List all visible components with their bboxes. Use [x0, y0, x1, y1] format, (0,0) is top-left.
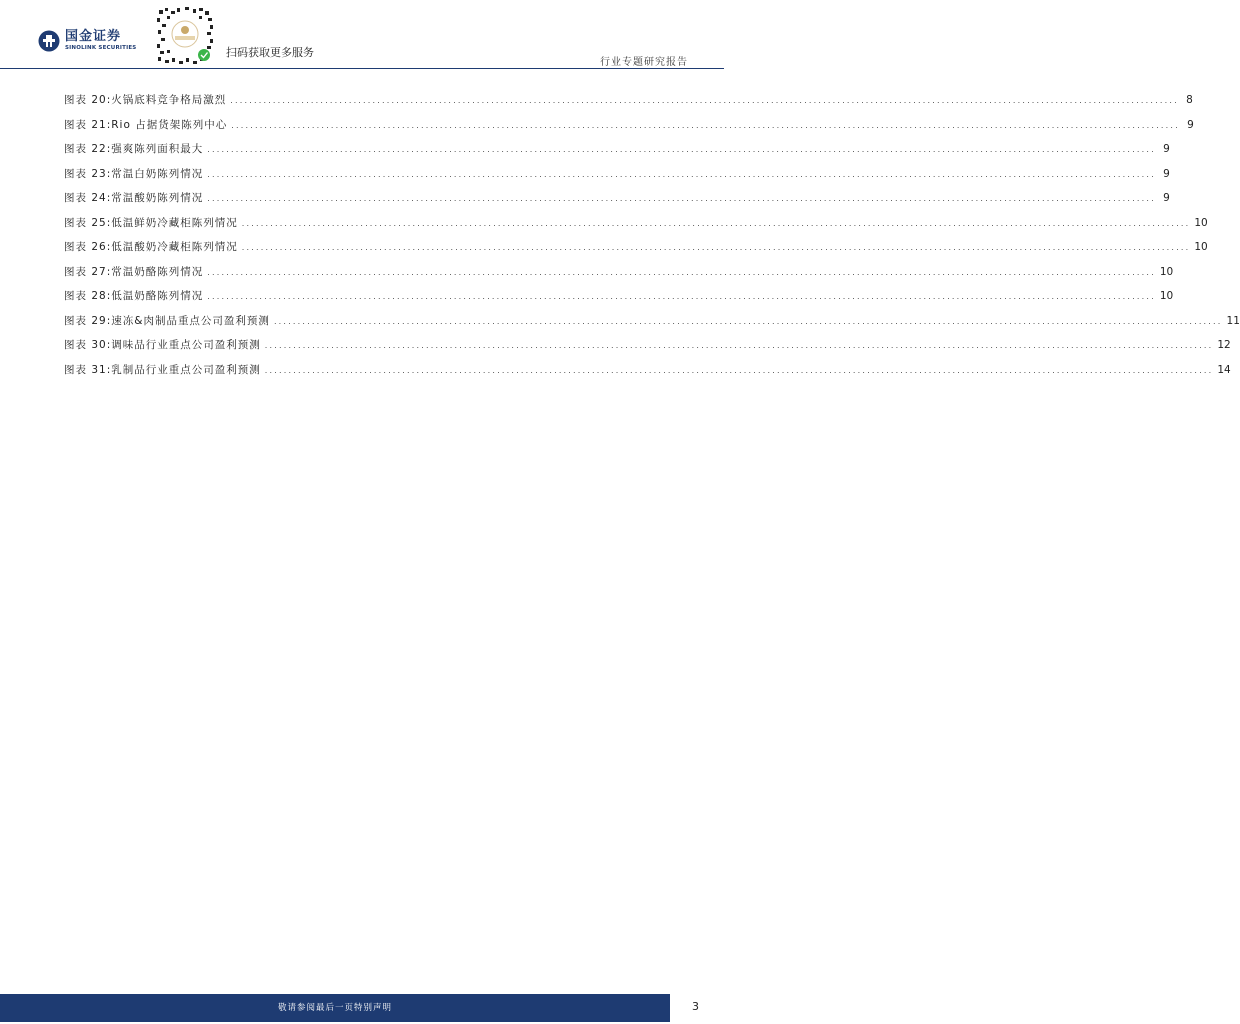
toc-entry-label: 图表 30: — [64, 339, 112, 351]
logo-english-name: SINOLINK SECURITIES — [65, 45, 137, 51]
toc-entry-page: 9 — [1163, 167, 1170, 180]
toc-dot-leader: ........................................................................................................................................................................................................ — [207, 145, 1156, 154]
toc-entry-label: 图表 25: — [64, 216, 112, 229]
toc-entry-label: 图表 24: — [64, 192, 112, 204]
toc-entry-page: 9 — [1187, 118, 1194, 131]
toc-dot-leader: ........................................................................................................................................................................................................ — [230, 96, 1179, 105]
toc-entry[interactable] — [64, 264, 1174, 289]
toc-entry-page: 11 — [1226, 314, 1240, 327]
toc-entry[interactable] — [64, 239, 1208, 264]
toc-entry[interactable] — [64, 313, 1240, 338]
toc-entry-label: 图表 20: — [64, 94, 112, 106]
toc-entry-title: 调味品行业重点公司盈利预测 — [111, 339, 261, 351]
toc-entry-label: 图表 28: — [64, 290, 112, 302]
toc-entry[interactable] — [64, 362, 1231, 387]
footer-disclaimer: 敬请参阅最后一页特别声明 — [277, 1003, 392, 1013]
toc-entry-title: 火锅底料竞争格局激烈 — [111, 94, 227, 106]
toc-dot-leader: ........................................................................................................................................................................................................ — [207, 169, 1156, 179]
toc-entry-page: 8 — [1186, 94, 1193, 106]
toc-entry-title: 低温奶酪陈列情况 — [111, 290, 204, 302]
toc-dot-leader: ........................................................................................................................................................................................................ — [241, 218, 1191, 228]
toc-dot-leader: ........................................................................................................................................................................................................ — [264, 341, 1214, 350]
toc-entry-title: Rio 占据货架陈列中心 — [111, 118, 228, 131]
toc-entry-page: 14 — [1217, 363, 1231, 376]
toc-entry-label: 图表 31: — [64, 363, 112, 376]
toc-entry-page: 10 — [1159, 290, 1174, 302]
toc-entry-title: 强爽陈列面积最大 — [111, 143, 204, 155]
toc-dot-leader: ........................................................................................................................................................................................................ — [231, 120, 1180, 130]
toc-dot-leader: ........................................................................................................................................................................................................ — [273, 316, 1223, 326]
toc-entry-title: 速冻&肉制品重点公司盈利预测 — [111, 314, 270, 327]
toc-entry-label: 图表 26: — [64, 241, 112, 253]
toc-entry[interactable] — [64, 190, 1170, 215]
toc-entry-title: 常温酸奶陈列情况 — [111, 192, 204, 204]
toc-entry-page: 10 — [1194, 241, 1208, 253]
toc-entry-title: 常温白奶陈列情况 — [111, 167, 204, 180]
toc-dot-leader: ........................................................................................................................................................................................................ — [207, 194, 1156, 203]
toc-entry-label: 图表 29: — [64, 314, 112, 327]
toc-entry[interactable] — [64, 166, 1170, 191]
toc-entry[interactable] — [64, 141, 1170, 166]
logo-chinese-name: 国金证券 — [65, 29, 122, 44]
qr-caption: 扫码获取更多服务 — [226, 46, 314, 59]
toc-entry-page: 10 — [1194, 216, 1208, 229]
toc-dot-leader: ........................................................................................................................................................................................................ — [241, 243, 1191, 252]
company-logo — [38, 30, 136, 52]
page-footer — [0, 994, 724, 1024]
page-number: 3 — [692, 1000, 699, 1013]
toc-entry-title: 低温酸奶冷藏柜陈列情况 — [111, 241, 238, 253]
toc-entry-title: 低温鲜奶冷藏柜陈列情况 — [111, 216, 238, 229]
qr-code-icon[interactable] — [155, 6, 215, 66]
toc-dot-leader: ........................................................................................................................................................................................................ — [207, 267, 1156, 277]
toc-entry[interactable] — [64, 288, 1174, 313]
toc-entry-label: 图表 21: — [64, 118, 112, 131]
toc-entry-page: 12 — [1217, 339, 1231, 351]
toc-entry-label: 图表 22: — [64, 143, 112, 155]
toc-entry-title: 常温奶酪陈列情况 — [111, 265, 204, 278]
toc-entry-label: 图表 23: — [64, 167, 112, 180]
toc-dot-leader: ........................................................................................................................................................................................................ — [264, 365, 1214, 375]
toc-entry-page: 10 — [1159, 265, 1174, 278]
toc-entry-page: 9 — [1163, 192, 1170, 204]
toc-entry[interactable] — [64, 215, 1208, 240]
header-divider — [0, 68, 724, 69]
toc-dot-leader: ........................................................................................................................................................................................................ — [207, 292, 1156, 301]
toc-entry-title: 乳制品行业重点公司盈利预测 — [111, 363, 261, 376]
sinolink-logo-icon — [38, 30, 60, 52]
toc-entry[interactable] — [64, 92, 1193, 117]
report-type-label: 行业专题研究报告 — [600, 57, 688, 68]
table-of-figures — [64, 92, 1240, 386]
page-header — [0, 0, 724, 72]
toc-entry[interactable] — [64, 337, 1231, 362]
toc-entry-page: 9 — [1163, 143, 1170, 155]
toc-entry[interactable] — [64, 117, 1194, 142]
toc-entry-label: 图表 27: — [64, 265, 112, 278]
